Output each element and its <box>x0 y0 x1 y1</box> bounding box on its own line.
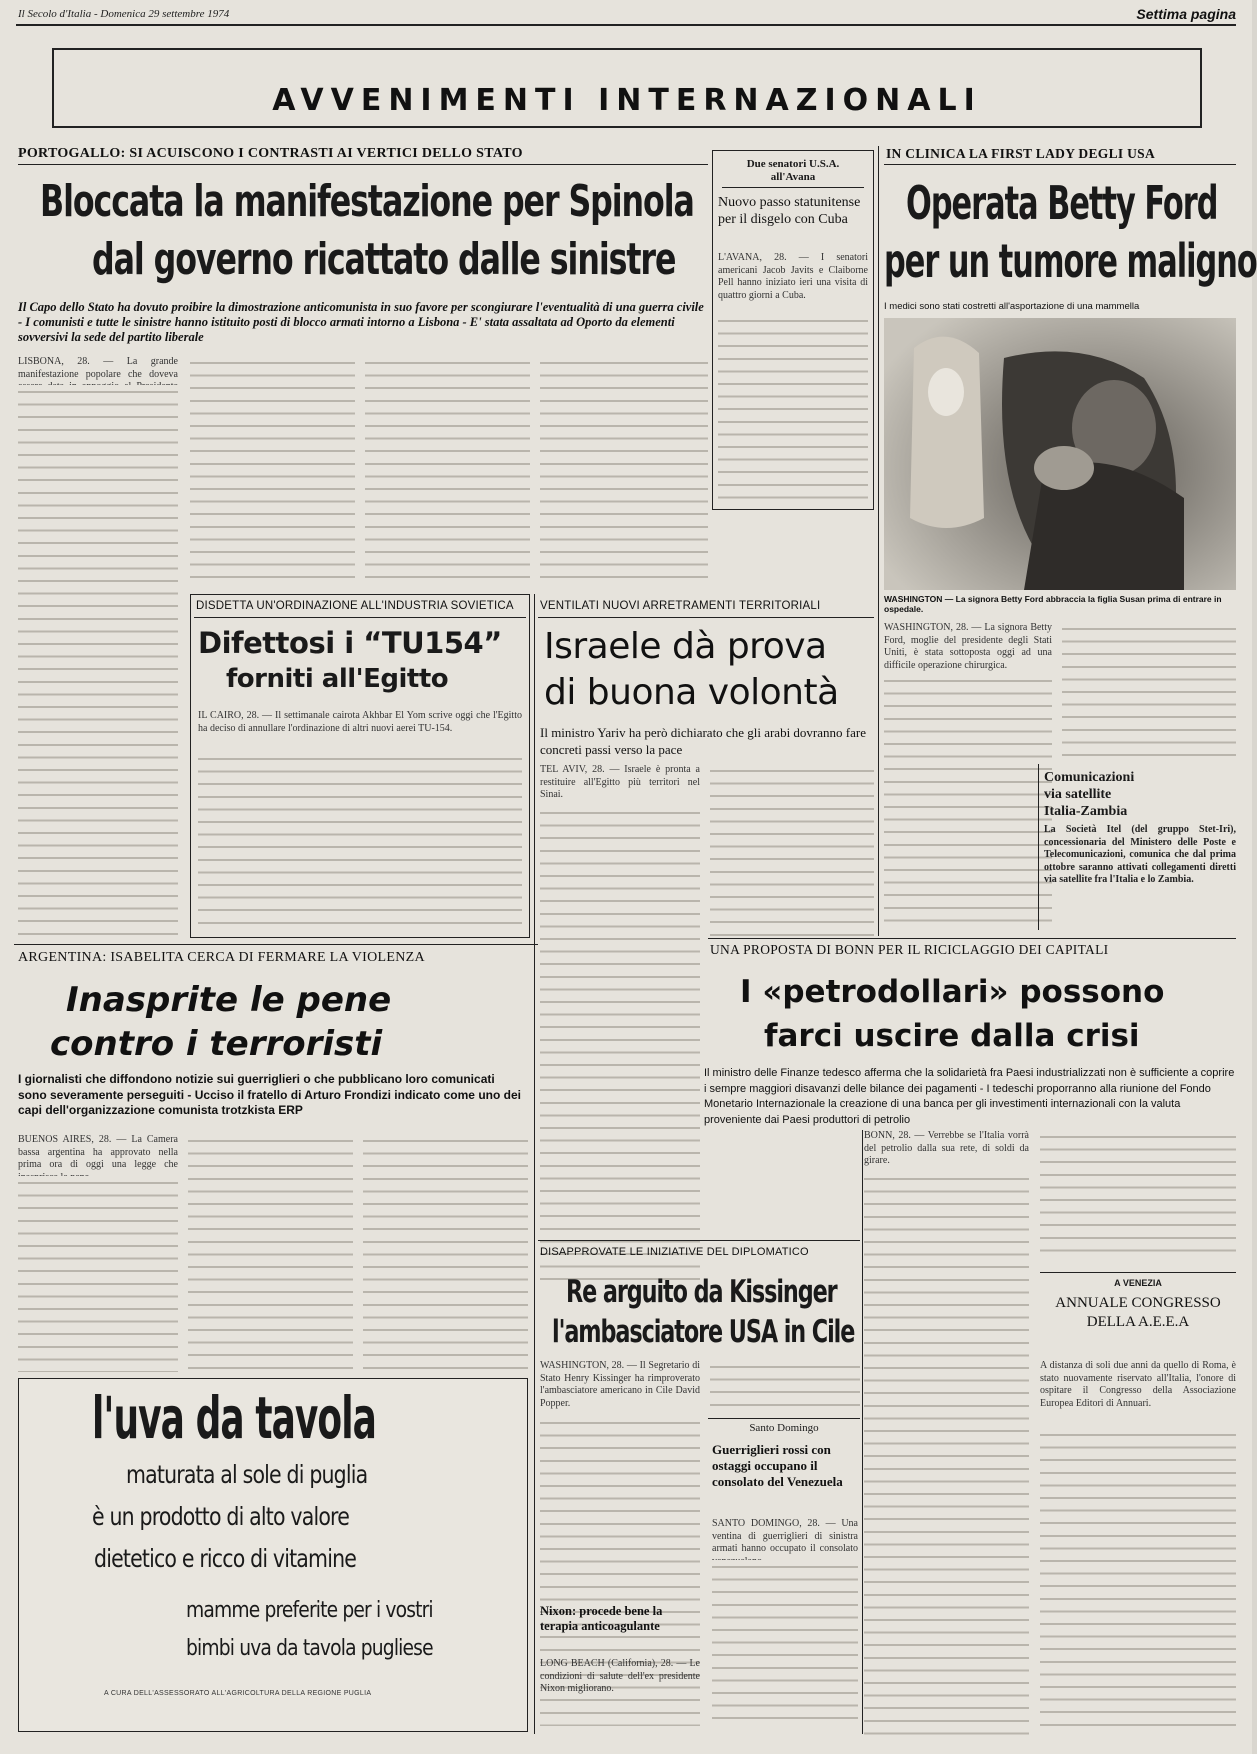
betty-headline-1: Operata Betty Ford <box>906 176 1218 230</box>
nixon-headline: Nixon: procede bene la terapia anticoagulante <box>540 1604 663 1633</box>
portugal-body-col-4 <box>540 356 708 580</box>
ad-line-5: mamme preferite per i vostri <box>186 1598 433 1623</box>
israel-headline-1: Israele dà prova <box>544 626 827 667</box>
kissinger-body-col-2 <box>710 1360 860 1410</box>
venezia-headline: ANNUALE CONGRESSO DELLA A.E.E.A <box>1055 1295 1221 1330</box>
israel-kicker: VENTILATI NUOVI ARRETRAMENTI TERRITORIALI <box>540 600 821 612</box>
zambia-headline-1: Comunicazioni <box>1044 770 1135 785</box>
petro-body-col-2 <box>1040 1130 1236 1260</box>
page-number: Settima pagina <box>1136 6 1236 22</box>
betty-caption-text: — La signora Betty Ford abbraccia la figlia Susan prima di entrare in ospedale. <box>884 594 1222 614</box>
kissinger-headline-1: Re arguito da Kissinger <box>566 1274 837 1310</box>
cuba-headline: Nuovo passo statunitense per il disgelo con Cuba <box>718 195 861 227</box>
tu154-headline-1: Difettosi i “TU154” <box>198 626 502 660</box>
argentina-kicker: ARGENTINA: ISABELITA CERCA DI FERMARE LA VIOLENZA <box>18 950 425 965</box>
cuba-rule <box>722 187 864 188</box>
portugal-headline-2: dal governo ricattato dalle sinistre <box>92 234 676 285</box>
top-rule <box>16 24 1236 26</box>
petro-kicker: UNA PROPOSTA DI BONN PER IL RICICLAGGIO DEI CAPITALI <box>710 942 1109 957</box>
argentina-body-col-3 <box>363 1134 528 1372</box>
betty-body: WASHINGTON, 28. — La signora Betty Ford, moglie del presidente degli Stati Uniti, è stata sottoposta oggi ad una difficile operazione chirurgica. <box>884 622 1052 671</box>
betty-caption-place: WASHINGTON <box>884 594 943 604</box>
portugal-body: LISBONA, 28. — La grande manifestazione popolare che doveva <box>18 356 178 380</box>
argentina-body-cont <box>18 1176 178 1372</box>
betty-caption <box>884 594 1236 614</box>
petro-headline-1: I «petrodollari» possono <box>740 974 1165 1010</box>
cuba-kicker-1: Due senatori U.S.A. <box>746 158 840 170</box>
argentina-headline-1: Inasprite le pene <box>66 980 392 1020</box>
venezia-top-rule <box>1040 1272 1236 1273</box>
portugal-deck: Il Capo dello Stato ha dovuto proibire la dimostrazione anticomunista in suo favore per scongiurare l'eventualità di una guerra civile - I comunisti e tutte le sinistre hanno istituito posti di blocco armati intorno a Lisbona - E' stata assaltata ad Oporto da elementi sovversivi la sede del partito liberale <box>18 300 704 344</box>
tu154-headline-2: forniti all'Egitto <box>226 664 449 694</box>
santo-body-cont <box>712 1560 858 1728</box>
argentina-body: BUENOS AIRES, 28. — La Camera bassa argentina ha approvato nella prima ora di oggi una legge che <box>18 1134 178 1171</box>
petro-body-cont <box>864 1172 1029 1740</box>
cuba-body: L'AVANA, 28. — I senatori americani Jacob Javits e Claiborne Pell hanno iniziato ieri una visita di quattro giorni a Cuba. <box>718 252 868 301</box>
tu154-kicker: DISDETTA UN'ORDINAZIONE ALL'INDUSTRIA SOVIETICA <box>196 600 514 612</box>
rule-v-1 <box>878 146 879 936</box>
portugal-body-col-1-cont <box>18 385 178 937</box>
betty-deck: I medici sono stati costretti all'asportazione di una mammella <box>884 301 1140 312</box>
ad-title: l'uva da tavola <box>92 1384 376 1452</box>
tu154-body: IL CAIRO, 28. — Il settimanale cairota Akhbar El Yom scrive oggi che l'Egitto ha deciso di annullare l'ordinazione di altri nuovi aerei TU-154. <box>198 710 522 734</box>
issue-date: Il Secolo d'Italia - Domenica 29 settembre 1974 <box>18 8 230 20</box>
ad-line-3: è un prodotto di alto valore <box>92 1502 349 1531</box>
israel-body-col-2 <box>710 764 874 936</box>
betty-kicker: IN CLINICA LA FIRST LADY DEGLI USA <box>886 146 1156 161</box>
santo-top-rule <box>708 1418 860 1419</box>
section-banner <box>52 48 1202 128</box>
israel-body: TEL AVIV, 28. — Israele è pronta a restituire all'Egitto più territori nel Sinai. <box>540 764 700 801</box>
israel-body-cont <box>540 806 700 1286</box>
argentina-top-rule <box>14 944 538 945</box>
israel-rule <box>538 617 874 618</box>
section-title: AVVENIMENTI INTERNAZIONALI <box>272 83 982 118</box>
zambia-headline-3: Italia-Zambia <box>1044 804 1128 819</box>
ad-footer: A CURA DELL'ASSESSORATO ALL'AGRICOLTURA DELLA REGIONE PUGLIA <box>104 1690 372 1697</box>
zambia-body: La Società Itel (del gruppo Stet-Iri), concessionaria del Ministero delle Poste e Telecomunicazioni, comunica che dal prima ottobre saranno attivati collegamenti diretti via satellite fra l'Italia e lo Zambia. <box>1044 824 1236 886</box>
ad-line-6: bimbi uva da tavola pugliese <box>186 1636 433 1661</box>
santo-headline: Guerriglieri rossi con ostaggi occupano il consolato del Venezuela <box>712 1442 843 1489</box>
venezia-body-cont <box>1040 1428 1236 1728</box>
rule-v-3 <box>862 1130 863 1734</box>
rule-v-2 <box>534 594 535 1734</box>
kissinger-headline-2: l'ambasciatore USA in Cile <box>552 1314 855 1350</box>
portugal-body-col-3 <box>365 356 530 580</box>
kissinger-top-rule <box>538 1240 860 1241</box>
cuba-body-cont <box>718 314 868 504</box>
tu154-rule <box>194 617 526 618</box>
betty-body-cont <box>884 674 1052 926</box>
israel-deck: Il ministro Yariv ha però dichiarato che gli arabi dovranno fare concreti passi verso la pace <box>540 725 866 757</box>
petro-deck: Il ministro delle Finanze tedesco afferma che la solidarietà fra Paesi industrializzati non è sufficiente a coprire i sempre maggiori disavanzi delle bilance dei pagamenti - I tedeschi proporranno alla riunione del Fondo Monetario Internazionale la creazione di una banca per gli investimenti internazionali con la valuta proveniente dai Paesi produttori di petrolio <box>704 1067 1235 1126</box>
venezia-kicker: A VENEZIA <box>1114 1278 1162 1288</box>
zambia-divider <box>1038 764 1039 930</box>
argentina-headline-2: contro i terroristi <box>50 1024 383 1064</box>
portugal-body-col-2 <box>190 356 355 580</box>
betty-body-col-2 <box>1062 622 1236 757</box>
petro-headline-2: farci uscire dalla crisi <box>764 1018 1140 1054</box>
kissinger-body: WASHINGTON, 28. — Il Segretario di Stato Henry Kissinger ha rimproverato l'ambasciatore americano in Cile David Popper. <box>540 1360 700 1409</box>
santo-body: SANTO DOMINGO, 28. — Una ventina di guerriglieri di sinistra armati hanno occupato il consolato <box>712 1518 858 1555</box>
santo-kicker: Santo Domingo <box>749 1422 819 1434</box>
zambia-headline-2: via satellite <box>1044 787 1112 802</box>
israel-headline-2: di buona volontà <box>544 672 839 713</box>
portugal-rule <box>18 164 708 165</box>
ad-line-4: dietetico e ricco di vitamine <box>94 1544 357 1573</box>
betty-ford-photo <box>884 318 1236 590</box>
argentina-deck: I giornalisti che diffondono notizie sui guerriglieri o che pubblicano loro comunicati sono severamente perseguiti - Ucciso il fratello di Arturo Frondizi indicato come uno dei capi dell'organizzazione comunista trotzkista ERP <box>18 1072 521 1117</box>
betty-rule <box>884 164 1236 165</box>
venezia-body: A distanza di soli due anni da quello di Roma, è stato nuovamente riservato all'Italia, l'onore di ospitare il Congresso della Associazione Europea Editori di Annuari. <box>1040 1360 1236 1409</box>
portugal-headline-1: Bloccata la manifestazione per Spinola <box>40 176 694 227</box>
nixon-body: LONG BEACH (California), 28. — Le condizioni di salute dell'ex presidente Nixon migliorano. <box>540 1658 700 1695</box>
tu154-body-cont <box>198 752 522 932</box>
betty-headline-2: per un tumore maligno <box>884 234 1257 288</box>
petro-body: BONN, 28. — Verrebbe se l'Italia vorrà del petrolio dalla sua rete, di soldi da girare. <box>864 1130 1029 1167</box>
cuba-kicker-2: all'Avana <box>770 171 816 183</box>
petro-top-rule <box>708 938 1236 939</box>
argentina-body-col-2 <box>188 1134 353 1372</box>
ad-line-2: maturata al sole di puglia <box>126 1460 368 1489</box>
portugal-kicker: PORTOGALLO: SI ACUISCONO I CONTRASTI AI VERTICI DELLO STATO <box>18 146 523 161</box>
kissinger-kicker: DISAPPROVATE LE INIZIATIVE DEL DIPLOMATICO <box>540 1246 809 1258</box>
